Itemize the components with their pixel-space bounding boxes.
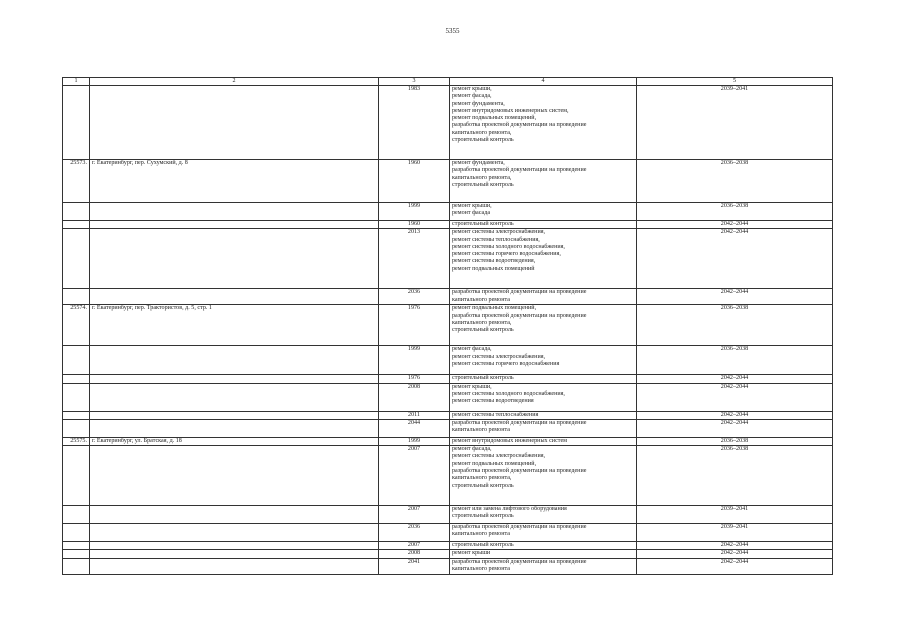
address-cell	[90, 221, 379, 229]
address-cell	[90, 506, 379, 524]
row-number-cell	[63, 289, 90, 305]
period-cell: 2042–2044	[637, 229, 833, 289]
period-cell: 2042–2044	[637, 542, 833, 550]
table-body	[63, 78, 833, 575]
works-cell	[450, 383, 637, 411]
year-cell: 2044	[379, 419, 450, 437]
work-item: ремонт внутридомовых инженерных систем	[452, 437, 567, 444]
header-cell-2: 2	[90, 78, 379, 86]
works-cell	[450, 524, 637, 542]
work-item: строительный контроль	[452, 327, 514, 334]
work-item: строительный контроль	[452, 221, 514, 227]
year-cell: 1976	[379, 305, 450, 346]
year-cell: 1976	[379, 375, 450, 383]
year-cell: 2007	[379, 542, 450, 550]
work-item: ремонт крыши,	[452, 383, 492, 390]
address-cell: г. Екатеринбург, пер. Сухумский, д. 8	[90, 160, 379, 203]
work-item: ремонт внутридомовых инженерных систем,	[452, 107, 569, 114]
year-cell: 2007	[379, 446, 450, 506]
work-item: разработка проектной документации на проведение	[452, 312, 587, 319]
table-row	[63, 542, 833, 550]
year-cell: 2007	[379, 506, 450, 524]
row-number-cell	[63, 229, 90, 289]
table-row	[63, 506, 833, 524]
row-number-cell	[63, 550, 90, 558]
address-cell	[90, 203, 379, 221]
period-cell: 2036–2038	[637, 437, 833, 445]
table-row	[63, 558, 833, 574]
work-item: ремонт или замена лифтового оборудования	[452, 506, 567, 513]
row-number-cell	[63, 86, 90, 160]
period-cell: 2036–2038	[637, 346, 833, 375]
table-row	[63, 289, 833, 305]
works-cell	[450, 419, 637, 437]
works-cell	[450, 346, 637, 375]
address-cell: г. Екатеринбург, пер. Трактористов, д. 5, стр. 1	[90, 305, 379, 346]
header-cell-3: 3	[379, 78, 450, 86]
work-item: разработка проектной документации на проведение	[452, 289, 587, 296]
address-cell	[90, 289, 379, 305]
year-cell: 1960	[379, 221, 450, 229]
period-cell: 2042–2044	[637, 419, 833, 437]
address-cell	[90, 86, 379, 160]
works-cell	[450, 289, 637, 305]
year-cell: 2041	[379, 558, 450, 574]
row-number-cell: 25575.	[63, 437, 90, 445]
year-cell: 2011	[379, 411, 450, 419]
address-cell	[90, 229, 379, 289]
row-number-cell	[63, 346, 90, 375]
address-cell	[90, 550, 379, 558]
period-cell: 2042–2044	[637, 411, 833, 419]
work-item: разработка проектной документации на проведение	[452, 419, 587, 426]
year-cell: 1999	[379, 346, 450, 375]
table-row	[63, 383, 833, 411]
works-cell	[450, 411, 637, 419]
works-cell	[450, 86, 637, 160]
year-cell: 2013	[379, 229, 450, 289]
period-cell: 2042–2044	[637, 375, 833, 383]
work-item: капитального ремонта	[452, 296, 510, 303]
period-cell: 2036–2038	[637, 305, 833, 346]
works-cell	[450, 550, 637, 558]
work-item: капитального ремонта	[452, 427, 510, 434]
address-cell	[90, 542, 379, 550]
period-cell: 2036–2038	[637, 446, 833, 506]
row-number-cell: 25573.	[63, 160, 90, 203]
row-number-cell	[63, 506, 90, 524]
row-number-cell	[63, 419, 90, 437]
work-item: разработка проектной документации на проведение	[452, 524, 587, 531]
table-row	[63, 160, 833, 203]
address-cell	[90, 375, 379, 383]
period-cell: 2042–2044	[637, 221, 833, 229]
year-cell: 1999	[379, 437, 450, 445]
row-number-cell	[63, 375, 90, 383]
work-item: ремонт подвальных помещений,	[452, 115, 537, 122]
works-cell	[450, 203, 637, 221]
table-row	[63, 411, 833, 419]
table-row	[63, 524, 833, 542]
work-item: капитального ремонта,	[452, 129, 512, 136]
work-item: ремонт подвальных помещений,	[452, 305, 537, 312]
period-cell: 2039–2041	[637, 506, 833, 524]
period-cell: 2036–2038	[637, 203, 833, 221]
address-cell	[90, 419, 379, 437]
table-row	[63, 346, 833, 375]
work-item: ремонт фасада,	[452, 93, 492, 100]
row-number-cell	[63, 221, 90, 229]
row-number-cell	[63, 542, 90, 550]
works-cell	[450, 305, 637, 346]
work-item: ремонт системы электроснабжения,	[452, 229, 546, 236]
work-item: ремонт фасада	[452, 210, 491, 217]
period-cell: 2042–2044	[637, 558, 833, 574]
work-item: ремонт системы электроснабжения,	[452, 453, 546, 460]
work-item: строительный контроль	[452, 181, 514, 188]
work-item: ремонт системы холодного водоснабжения,	[452, 390, 565, 397]
period-cell: 2039–2041	[637, 524, 833, 542]
work-item: разработка проектной документации на проведение	[452, 122, 587, 129]
works-cell	[450, 221, 637, 229]
row-number-cell	[63, 203, 90, 221]
works-cell	[450, 160, 637, 203]
address-cell	[90, 558, 379, 574]
table-row	[63, 550, 833, 558]
work-item: строительный контроль	[452, 375, 514, 382]
table-row	[63, 221, 833, 229]
table-row	[63, 419, 833, 437]
work-item: капитального ремонта,	[452, 319, 512, 326]
work-item: строительный контроль	[452, 542, 514, 549]
work-item: ремонт подвальных помещений	[452, 265, 535, 272]
works-cell	[450, 558, 637, 574]
work-item: ремонт системы теплоснабжения,	[452, 236, 540, 243]
address-cell: г. Екатеринбург, ул. Братская, д. 18	[90, 437, 379, 445]
work-item: капитального ремонта	[452, 566, 510, 573]
row-number-cell	[63, 558, 90, 574]
address-cell	[90, 346, 379, 375]
page-number: 5355	[445, 27, 460, 35]
work-item: ремонт фундамента,	[452, 100, 505, 107]
work-item: ремонт системы горячего водоснабжения,	[452, 251, 561, 258]
work-item: ремонт системы электроснабжения,	[452, 353, 546, 360]
period-cell: 2039–2041	[637, 86, 833, 160]
work-item: ремонт крыши	[452, 550, 491, 557]
header-cell-4: 4	[450, 78, 637, 86]
year-cell: 1960	[379, 160, 450, 203]
header-cell-5: 5	[637, 78, 833, 86]
table-row	[63, 375, 833, 383]
works-cell	[450, 506, 637, 524]
year-cell: 2036	[379, 289, 450, 305]
table-row	[63, 203, 833, 221]
table-row	[63, 437, 833, 445]
header-cell-1: 1	[63, 78, 90, 86]
address-cell	[90, 411, 379, 419]
work-item: строительный контроль	[452, 137, 514, 144]
work-item: разработка проектной документации на проведение	[452, 468, 587, 475]
address-cell	[90, 446, 379, 506]
work-item: ремонт системы холодного водоснабжения,	[452, 243, 565, 250]
period-cell: 2042–2044	[637, 550, 833, 558]
year-cell: 1983	[379, 86, 450, 160]
works-cell	[450, 446, 637, 506]
table-row	[63, 86, 833, 160]
year-cell: 1999	[379, 203, 450, 221]
table-row	[63, 229, 833, 289]
period-cell: 2042–2044	[637, 289, 833, 305]
row-number-cell	[63, 446, 90, 506]
work-item: ремонт фундамента,	[452, 160, 505, 166]
work-item: ремонт крыши,	[452, 203, 492, 209]
work-item: разработка проектной документации на проведение	[452, 558, 587, 565]
work-item: капитального ремонта	[452, 531, 510, 538]
work-item: ремонт системы водоотведения,	[452, 258, 536, 265]
row-number-cell	[63, 383, 90, 411]
table-row	[63, 305, 833, 346]
works-cell	[450, 375, 637, 383]
work-item: капитального ремонта,	[452, 174, 512, 181]
work-item: ремонт подвальных помещений,	[452, 460, 537, 467]
row-number-cell	[63, 524, 90, 542]
year-cell: 2008	[379, 550, 450, 558]
work-item: строительный контроль	[452, 482, 514, 489]
year-cell: 2008	[379, 383, 450, 411]
works-cell	[450, 542, 637, 550]
work-item: разработка проектной документации на проведение	[452, 167, 587, 174]
works-cell	[450, 437, 637, 445]
work-item: ремонт системы теплоснабжения	[452, 411, 539, 418]
work-item: ремонт фасада,	[452, 346, 492, 353]
work-item: ремонт системы водоотведения	[452, 398, 534, 405]
work-item: ремонт фасада,	[452, 446, 492, 453]
period-cell: 2042–2044	[637, 383, 833, 411]
row-number-cell	[63, 411, 90, 419]
work-item: капитального ремонта,	[452, 475, 512, 482]
work-item: ремонт системы горячего водоснабжения	[452, 360, 560, 367]
year-cell: 2036	[379, 524, 450, 542]
work-item: ремонт крыши,	[452, 86, 492, 92]
address-cell	[90, 383, 379, 411]
period-cell: 2036–2038	[637, 160, 833, 203]
table-row	[63, 446, 833, 506]
works-cell	[450, 229, 637, 289]
address-cell	[90, 524, 379, 542]
repair-schedule-table	[62, 77, 833, 575]
header-row	[63, 78, 833, 86]
row-number-cell: 25574.	[63, 305, 90, 346]
work-item: строительный контроль	[452, 513, 514, 520]
